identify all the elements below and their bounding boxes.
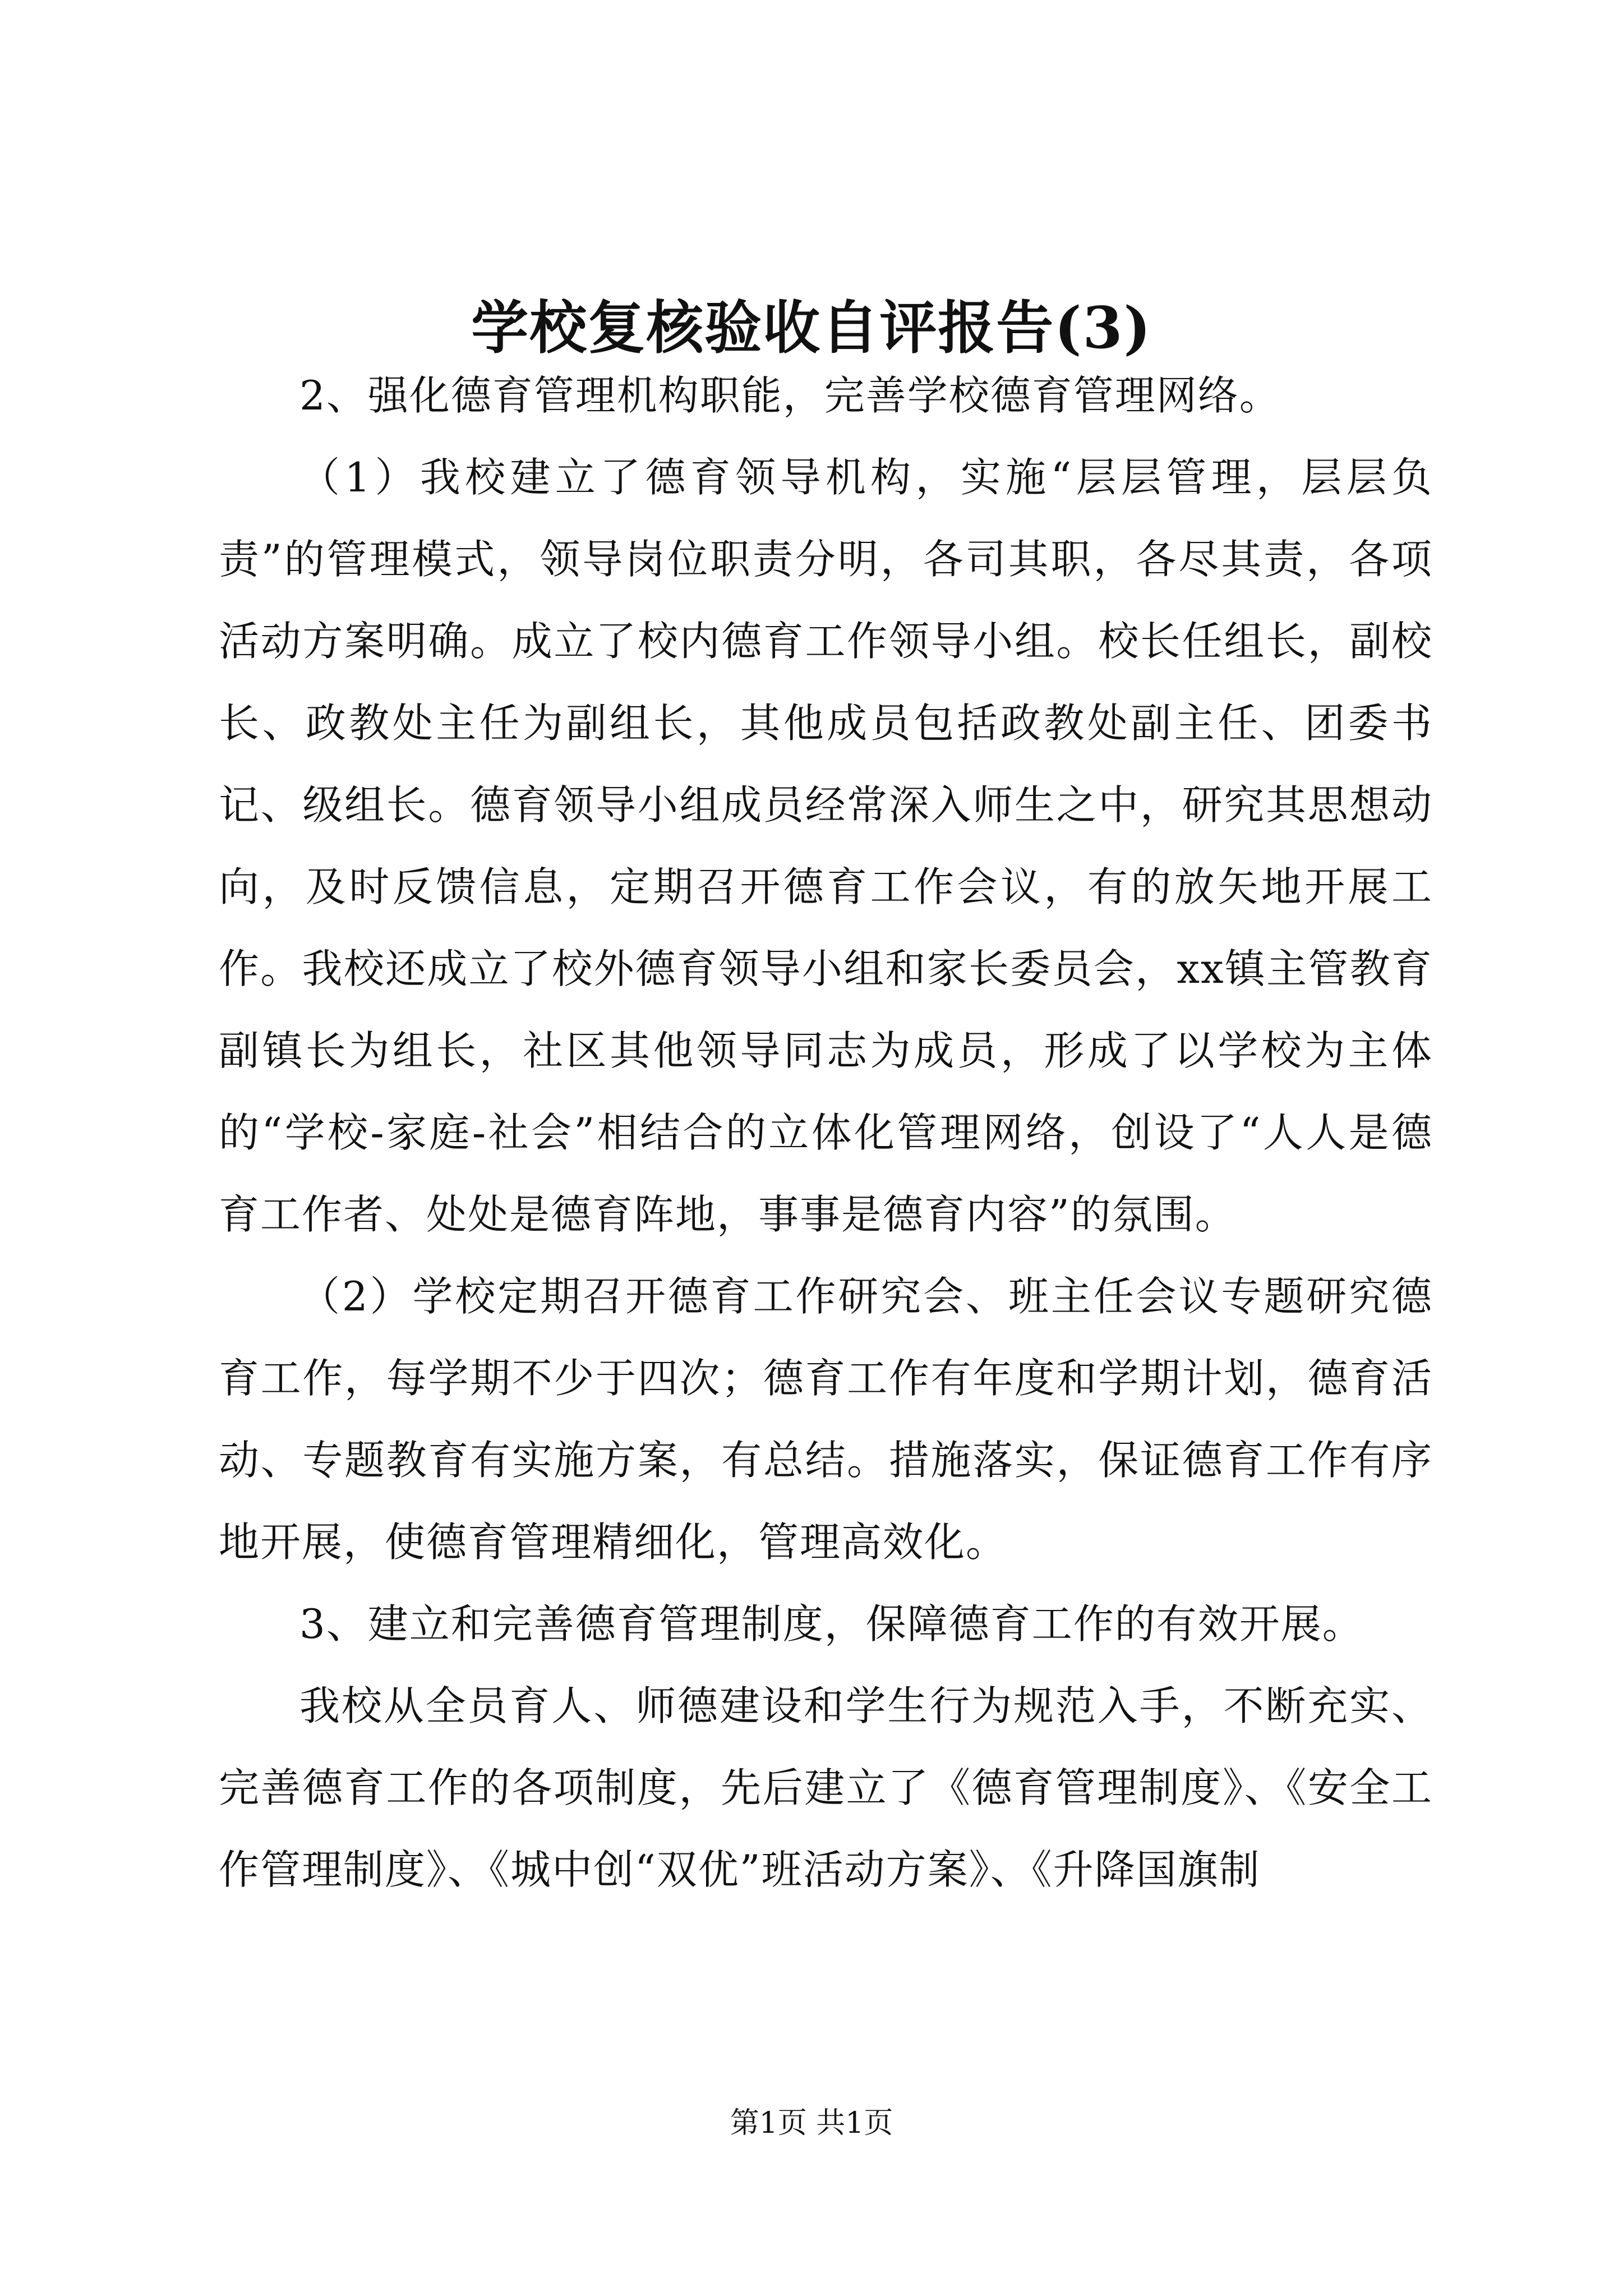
document-title: 学校复核验收自评报告(3) (471, 295, 1152, 362)
paragraph-1: 2、强化德育管理机构职能，完善学校德育管理网络。 (299, 372, 1281, 419)
paragraph-5: 我校从全员育人、师德建设和学生行为规范入手，不断充实、完善德育工作的各项制度，先后建立了《德育管理制度》、《安全工作管理制度》、《城中创“双优”班活动方案》、《升降国旗制 (219, 1682, 1433, 1893)
document-body (219, 355, 1433, 1911)
page-footer: 第1页 共1页 (730, 2106, 893, 2140)
paragraph-4: 3、建立和完善德育管理制度，保障德育工作的有效开展。 (299, 1600, 1364, 1648)
paragraph-2: （1）我校建立了德育领导机构，实施“层层管理，层层负责”的管理模式，领导岗位职责分明，各司其职，各尽其责，各项活动方案明确。成立了校内德育工作领导小组。校长任组长，副校长、政教处主任为副组长，其他成员包括政教处副主任、团委书记、级组长。德育领导小组成员经常深入师生之中，研究其思想动向，及时反馈信息，定期召开德育工作会议，有的放矢地开展工作。我校还成立了校外德育领导小组和家长委员会，xx镇主管教育副镇长为组长，社区其他领导同志为成员，形成了以学校为主体的“学校-家庭-社会”相结合的立体化管理网络，创设了“人人是德育工作者、处处是德育阵地，事事是德育内容”的氛围。 (219, 454, 1433, 1238)
paragraph-3: （2）学校定期召开德育工作研究会、班主任会议专题研究德育工作，每学期不少于四次；德育工作有年度和学期计划，德育活动、专题教育有实施方案，有总结。措施落实，保证德育工作有序地开展，使德育管理精细化，管理高效化。 (219, 1273, 1433, 1566)
